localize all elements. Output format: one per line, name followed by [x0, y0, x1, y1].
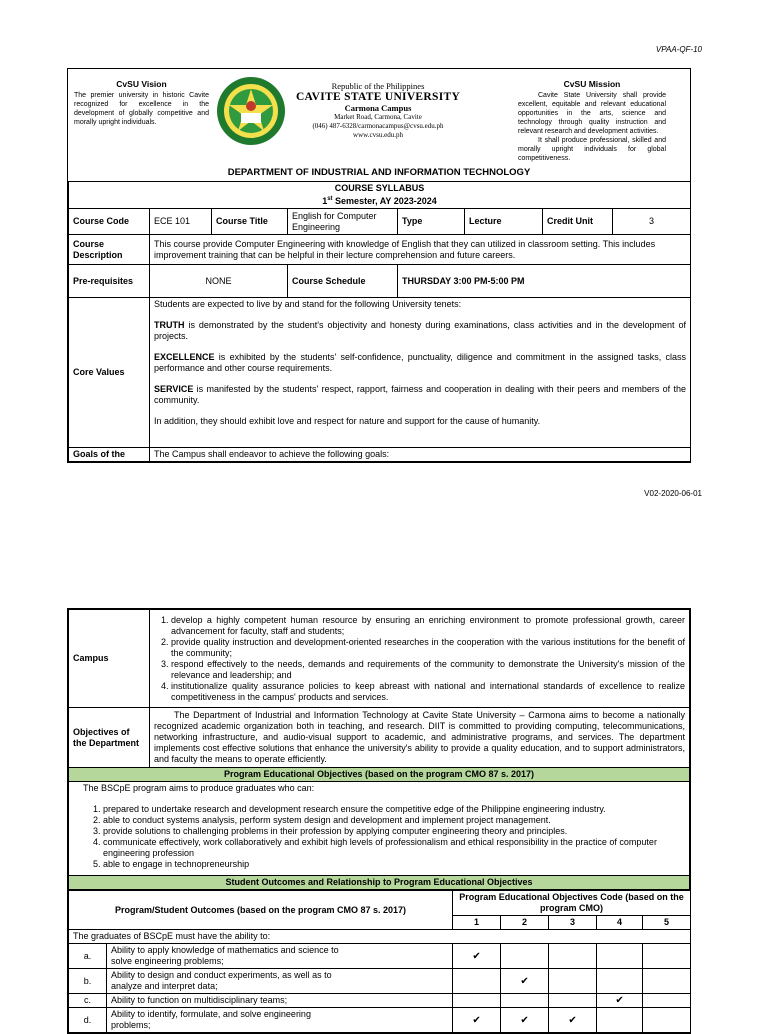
- outcome-letter: c.: [69, 994, 107, 1008]
- vision-block: [74, 80, 209, 127]
- outcome-text: Ability to identify, formulate, and solve engineering problems;: [107, 1008, 453, 1033]
- outcome-text: Ability to design and conduct experiments, as well as to analyze and interpret data;: [107, 969, 453, 994]
- peo-item: 5. able to engage in technopreneurship: [103, 859, 685, 870]
- check-icon: ✔: [453, 944, 501, 969]
- empty-cell: [549, 994, 597, 1008]
- check-icon: ✔: [453, 1008, 501, 1033]
- university-name: CAVITE STATE UNIVERSITY: [295, 91, 461, 103]
- check-icon: ✔: [501, 1008, 549, 1033]
- republic-line: Republic of the Philippines: [331, 81, 425, 91]
- core-truth: TRUTH is demonstrated by the student's objectivity and honesty during examinations, class activities and in the development of projects.: [154, 320, 686, 341]
- campus-goals-list: [154, 615, 685, 703]
- campus-goal-item: 4. institutionalize quality assurance policies to keep abreast with national and international standards of excellence to realize competitiveness in the campus' products and services.: [171, 681, 685, 703]
- schedule-value: THURSDAY 3:00 PM-5:00 PM: [398, 265, 691, 298]
- version-code: V02-2020-06-01: [644, 489, 702, 498]
- peo-list: [83, 804, 685, 870]
- empty-cell: [643, 944, 691, 969]
- credit-value: 3: [613, 209, 691, 235]
- credit-label: Credit Unit: [543, 209, 613, 235]
- empty-cell: [453, 969, 501, 994]
- core-excellence: EXCELLENCE is exhibited by the students' self-confidence, punctuality, diligence and commitment in the assigned tasks, class performance and other course requirements.: [154, 352, 686, 373]
- so-column-label: Program/Student Outcomes (based on the program CMO 87 s. 2017): [69, 891, 453, 930]
- outcome-row: [69, 944, 691, 969]
- peo-code-5: 5: [643, 916, 691, 930]
- outcome-text: Ability to function on multidisciplinary teams;: [107, 994, 453, 1008]
- core-values: [150, 298, 691, 448]
- core-values-label: Core Values: [69, 298, 150, 448]
- vision-text: The premier university in historic Cavite recognized for excellence in the development of globally competitive and morally upright individuals.: [74, 92, 209, 126]
- course-code: ECE 101: [150, 209, 212, 235]
- core-intro: Students are expected to live by and stand for the following University tenets:: [154, 299, 462, 309]
- peo-item: 2. able to conduct systems analysis, perform system design and development and implement project management.: [103, 815, 685, 826]
- syllabus-title: COURSE SYLLABUS: [334, 183, 425, 193]
- type-value: Lecture: [465, 209, 543, 235]
- website: www.cvsu.edu.ph: [353, 131, 403, 139]
- outcome-text: Ability to apply knowledge of mathematics and science to solve engineering problems;: [107, 944, 453, 969]
- outcome-letter: d.: [69, 1008, 107, 1033]
- goals-label: Goals of the: [69, 448, 150, 462]
- course-title: English for Computer Engineering: [288, 209, 398, 235]
- empty-cell: [597, 1008, 643, 1033]
- outcome-letter: b.: [69, 969, 107, 994]
- semester: 1st Semester, AY 2023-2024: [322, 196, 437, 206]
- syllabus-page-1: [67, 68, 691, 463]
- campus-label: Campus: [69, 610, 150, 708]
- mission-title: CvSU Mission: [563, 79, 621, 89]
- peo-section: [69, 782, 690, 876]
- outcome-row: [69, 1008, 691, 1033]
- campus-goal-item: 3. respond effectively to the needs, demands and requirements of the community to demonstrate the University's mission of the relevance and leadership; and: [171, 659, 685, 681]
- check-icon: ✔: [597, 994, 643, 1008]
- mission-block: [518, 80, 666, 163]
- department-name: DEPARTMENT OF INDUSTRIAL AND INFORMATION TECHNOLOGY: [227, 167, 531, 178]
- phone-email: (046) 487-6328/carmonacampus@cvsu.edu.ph: [312, 122, 444, 130]
- peo-item: 1. prepared to undertake research and development research ensure the competitive edge of the Philippine engineering industry.: [103, 804, 685, 815]
- outcome-row: [69, 994, 691, 1008]
- empty-cell: [549, 969, 597, 994]
- letterhead: [68, 69, 690, 181]
- course-description: This course provide Computer Engineering with knowledge of English that they can utilized in classroom setting. This includes improvement training that can be helpful in their lecture comprehension and future careers.: [150, 235, 691, 265]
- check-icon: ✔: [549, 1008, 597, 1033]
- peo-code-label: Program Educational Objectives Code (based on the program CMO): [453, 891, 691, 916]
- outcomes-table: [68, 890, 691, 1033]
- type-label: Type: [398, 209, 465, 235]
- syllabus-title-cell: [69, 182, 691, 209]
- empty-cell: [643, 994, 691, 1008]
- peo-code-3: 3: [549, 916, 597, 930]
- description-label: Course Description: [69, 235, 150, 265]
- empty-cell: [643, 1008, 691, 1033]
- peo-intro: The BSCpE program aims to produce graduates who can:: [83, 783, 315, 793]
- empty-cell: [597, 969, 643, 994]
- outcomes-body: [69, 944, 691, 1033]
- prereq-label: Pre-requisites: [69, 265, 150, 298]
- prereq-value: NONE: [150, 265, 288, 298]
- campus-name: Carmona Campus: [344, 103, 412, 113]
- peo-item: 3. provide solutions to challenging problems in their profession by applying computer engineering theory and principles.: [103, 826, 685, 837]
- empty-cell: [643, 969, 691, 994]
- address: Market Road, Carmona, Cavite: [334, 113, 422, 121]
- vision-title: CvSU Vision: [116, 79, 167, 89]
- empty-cell: [501, 944, 549, 969]
- mission-text-2: It shall produce professional, skilled and morally upright individuals for global competitiveness.: [518, 137, 666, 162]
- empty-cell: [549, 944, 597, 969]
- schedule-label: Course Schedule: [288, 265, 398, 298]
- university-seal-icon: [215, 75, 287, 147]
- course-code-label: Course Code: [69, 209, 150, 235]
- peo-heading: Program Educational Objectives (based on the program CMO 87 s. 2017): [69, 768, 690, 782]
- goals-objectives-table: [68, 609, 690, 890]
- check-icon: ✔: [501, 969, 549, 994]
- course-title-label: Course Title: [212, 209, 288, 235]
- empty-cell: [501, 994, 549, 1008]
- department-objectives: The Department of Industrial and Information Technology at Cavite State University – Carmona aims to become a nationally recognized academic organization both in teaching, and research. DIIT is committed to providing computing, telecommunications, networking infrastructure, and audio-visual support to academic, and administrative programs, and services. The department implements cost effective solutions that enhance the university's ability to provide a quality education, and to support administrators, and faculty the means to operate efficiently.: [150, 708, 690, 768]
- university-info: [290, 81, 466, 140]
- outcome-letter: a.: [69, 944, 107, 969]
- empty-cell: [453, 994, 501, 1008]
- campus-goal-item: 2. provide quality instruction and development-oriented researches in the cooperation with the various institutions for the benefit of the community;: [171, 637, 685, 659]
- objectives-label: Objectives of the Department: [69, 708, 150, 768]
- mission-text: Cavite State University shall provide excellent, equitable and relevant educational opportunities in the arts, science and technology through quality instruction and relevant research and development activities.: [518, 92, 666, 135]
- peo-code-2: 2: [501, 916, 549, 930]
- core-outro: In addition, they should exhibit love and respect for nature and support for the cause of humanity.: [154, 416, 541, 426]
- core-service: SERVICE is manifested by the students' respect, rapport, fairness and cooperation in dealing with their peers and members of the community.: [154, 384, 686, 405]
- syllabus-page-2: [67, 608, 691, 1034]
- empty-cell: [597, 944, 643, 969]
- course-info-table: [68, 181, 691, 462]
- outcome-row: [69, 969, 691, 994]
- peo-item: 4. communicate effectively, work collaboratively and exhibit high levels of professionalism and ethical responsibility in the practice of computer engineering profession: [103, 837, 685, 859]
- peo-code-1: 1: [453, 916, 501, 930]
- so-heading: Student Outcomes and Relationship to Program Educational Objectives: [69, 876, 690, 890]
- peo-code-4: 4: [597, 916, 643, 930]
- goals-intro: The Campus shall endeavor to achieve the following goals:: [150, 448, 691, 462]
- campus-goal-item: 1. develop a highly competent human resource by ensuring an enriching environment to promote professional growth, career advancement for faculty, staff and students;: [171, 615, 685, 637]
- campus-goals: [150, 610, 690, 708]
- form-code: VPAA-QF-10: [655, 45, 702, 54]
- so-intro: The graduates of BSCpE must have the ability to:: [69, 930, 691, 944]
